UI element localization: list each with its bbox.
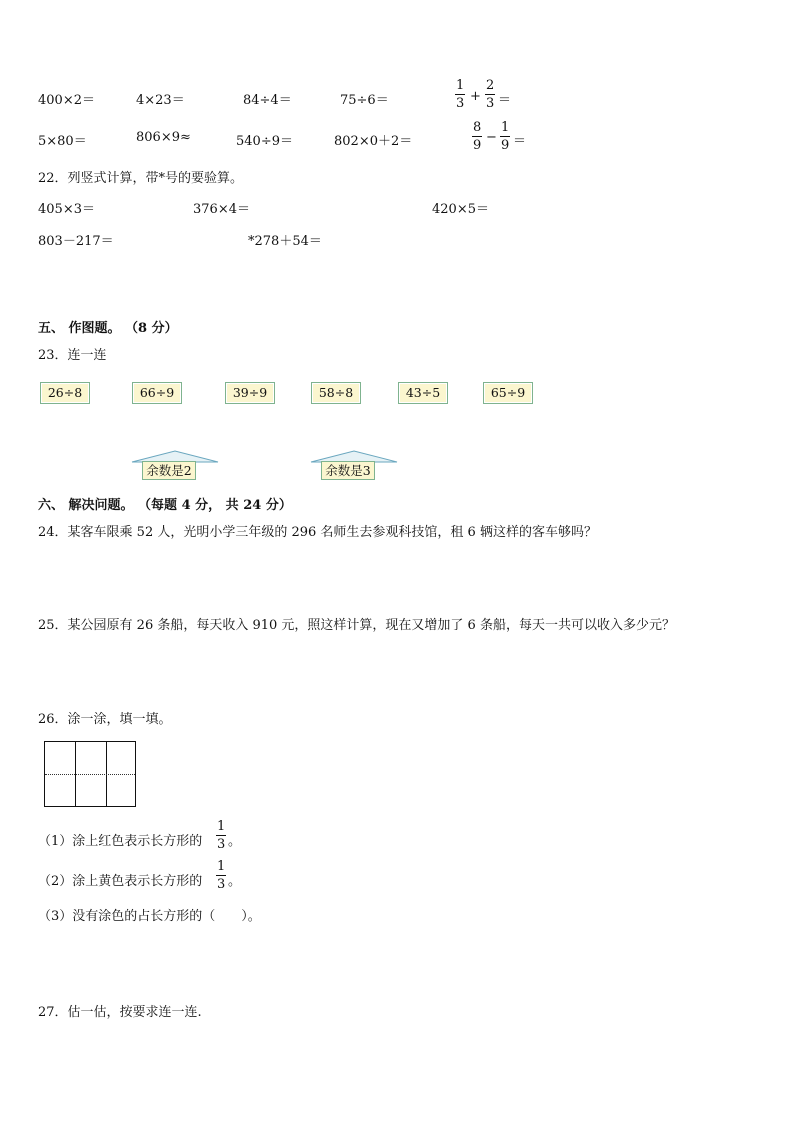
problem-802x0plus2: 802×0＋2＝ xyxy=(334,134,413,149)
remainder-2-house[interactable] xyxy=(130,450,220,480)
problem-4x23: 4×23＝ xyxy=(136,93,185,108)
plus-sign: + xyxy=(470,89,481,104)
fraction-1-9: 1 9 xyxy=(501,120,510,153)
problem-405x3: 405×3＝ xyxy=(38,202,95,217)
equals-sign: ＝ xyxy=(498,93,512,108)
division-box-66div9[interactable]: 66÷9 xyxy=(132,382,182,404)
fraction-2-3: 2 3 xyxy=(486,78,495,111)
problem-84div4: 84÷4＝ xyxy=(243,93,292,108)
fraction-8-9: 8 9 xyxy=(473,120,482,153)
equals-sign: ＝ xyxy=(513,134,527,149)
problem-278plus54: *278＋54＝ xyxy=(248,234,322,249)
fraction-1-3: 1 3 xyxy=(456,78,465,111)
remainder-2-label: 余数是2 xyxy=(142,461,196,480)
division-box-39div9[interactable]: 39÷9 xyxy=(225,382,275,404)
fraction-1-3: 1 3 xyxy=(217,819,226,852)
question-26-title: 26．涂一涂，填一填。 xyxy=(38,712,172,727)
problem-400x2: 400×2＝ xyxy=(38,93,95,108)
division-box-65div9[interactable]: 65÷9 xyxy=(483,382,533,404)
section-5-title: 五、 作图题。 （8 分） xyxy=(38,321,178,336)
question-24-text: 24．某客车限乘 52 人，光明小学三年级的 296 名师生去参观科技馆，租 6 辆这样的客车够吗？ xyxy=(38,525,597,540)
question-25-text: 25．某公园原有 26 条船，每天收入 910 元，照这样计算，现在又增加了 6 条船，每天一共可以收入多少元？ xyxy=(38,618,675,633)
question-23-title: 23．连一连 xyxy=(38,348,107,363)
remainder-3-house[interactable] xyxy=(309,450,399,480)
problem-803minus217: 803－217＝ xyxy=(38,234,114,249)
division-box-43div5[interactable]: 43÷5 xyxy=(398,382,448,404)
question-22-title: 22．列竖式计算，带*号的要验算。 xyxy=(38,171,244,186)
question-26-part-3: （3）没有涂色的占长方形的（ ）。 xyxy=(38,909,261,924)
problem-376x4: 376×4＝ xyxy=(193,202,250,217)
problem-5x80: 5×80＝ xyxy=(38,134,87,149)
section-6-title: 六、 解决问题。 （每题 4 分， 共 24 分） xyxy=(38,498,292,513)
problem-75div6: 75÷6＝ xyxy=(340,93,389,108)
problem-540div9: 540÷9＝ xyxy=(236,134,293,149)
problem-806x9: 806×9≈ xyxy=(136,130,191,145)
question-27-title: 27．估一估，按要求连一连. xyxy=(38,1005,202,1020)
division-box-26div8[interactable]: 26÷8 xyxy=(40,382,90,404)
fraction-1-3: 1 3 xyxy=(217,859,226,892)
remainder-3-label: 余数是3 xyxy=(321,461,375,480)
division-box-58div8[interactable]: 58÷8 xyxy=(311,382,361,404)
minus-sign: − xyxy=(486,130,497,145)
problem-420x5: 420×5＝ xyxy=(432,202,489,217)
rectangle-grid[interactable] xyxy=(44,741,136,807)
